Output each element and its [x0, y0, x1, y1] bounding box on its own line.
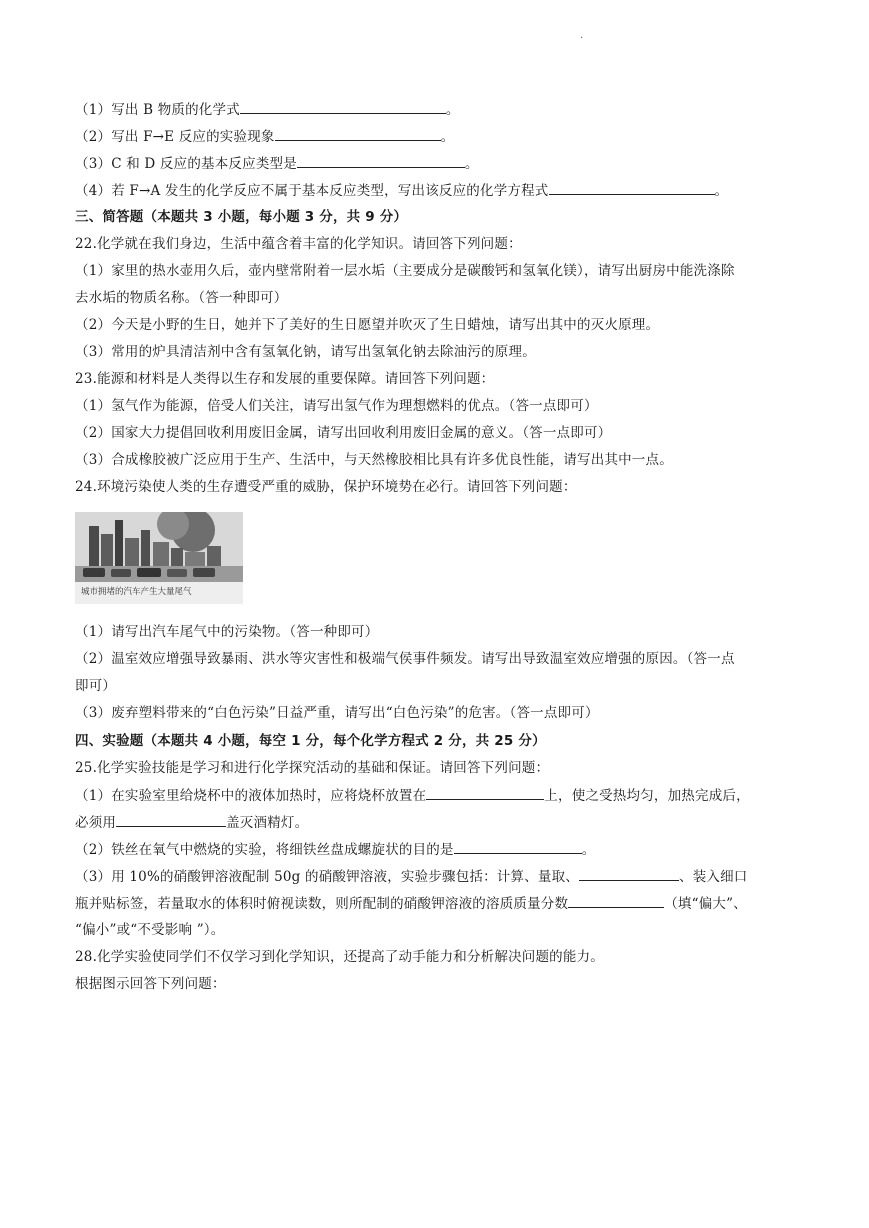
- answer-blank[interactable]: [116, 812, 226, 827]
- q25-part3-line3: “偏小”或“不受影响 ”）。: [75, 922, 225, 938]
- header-dot: .: [580, 30, 584, 41]
- q22-part2: （2）今天是小野的生日，她并下了美好的生日愿望并吹灭了生日蜡烛，请写出其中的灭火原理。: [75, 317, 660, 333]
- section4-title: 四、实验题（本题共 4 小题，每空 1 分，每个化学方程式 2 分，共 25 分）: [75, 733, 546, 749]
- q21-part1-end: 。: [445, 102, 460, 118]
- q25-part3-post: 、装入细口: [679, 869, 748, 885]
- q21-part2-end: 。: [440, 129, 455, 145]
- q25-stem: 25.化学实验技能是学习和进行化学探究活动的基础和保证。请回答下列问题：: [75, 760, 550, 776]
- q24-part2-line1: （2）温室效应增强导致暴雨、洪水等灾害性和极端气侯事件频发。请写出导致温室效应增强的原因。（答一点: [75, 651, 735, 667]
- q25-part1b-pre: 必须用: [75, 815, 117, 831]
- q28-stem: 28.化学实验使同学们不仅学习到化学知识，还提高了动手能力和分析解决问题的能力。: [75, 949, 604, 965]
- q24-stem: 24.环境污染使人类的生存遭受严重的威胁，保护环境势在必行。请回答下列问题：: [75, 479, 577, 495]
- q21-part4-text: （4）若 F→A 发生的化学反应不属于基本反应类型，写出该反应的化学方程式: [75, 183, 549, 199]
- q21-part4: [75, 180, 728, 201]
- q28-intro: 根据图示回答下列问题：: [75, 976, 226, 992]
- q21-part3: [75, 153, 479, 174]
- q22-part3: （3）常用的炉具清洁剂中含有氢氧化钠，请写出氢氧化钠去除油污的原理。: [75, 344, 536, 360]
- q21-part4-end: 。: [714, 183, 729, 199]
- q21-part1: [75, 99, 460, 120]
- q25-part2-post: 。: [581, 842, 596, 858]
- answer-blank[interactable]: [579, 866, 679, 881]
- q25-part2: [75, 839, 595, 860]
- q21-part3-text: （3）C 和 D 反应的基本反应类型是: [75, 156, 297, 172]
- q25-part1-pre: （1）在实验室里给烧杯中的液体加热时，应将烧杯放置在: [75, 788, 427, 804]
- q25-part3b-pre: 瓶并贴标签，若量取水的体积时俯视读数，则所配制的硝酸钾溶液的溶质质量分数: [75, 896, 569, 912]
- q22-stem: 22.化学就在我们身边，生活中蕴含着丰富的化学知识。请回答下列问题：: [75, 236, 522, 252]
- q21-part2-text: （2）写出 F→E 反应的实验现象: [75, 129, 275, 145]
- q23-stem: 23.能源和材料是人类得以生存和发展的重要保障。请回答下列问题：: [75, 371, 495, 387]
- q24-part2-line2: 即可）: [75, 678, 117, 694]
- q23-part1: （1）氢气作为能源，倍受人们关注，请写出氢气作为理想燃料的优点。（答一点即可）: [75, 398, 598, 414]
- q25-part1-line2: [75, 812, 308, 833]
- q21-part3-end: 。: [464, 156, 479, 172]
- q25-part2-pre: （2）铁丝在氧气中燃烧的实验，将细铁丝盘成螺旋状的目的是: [75, 842, 454, 858]
- q25-part3-line2: [75, 893, 747, 914]
- q24-part3: （3）废弃塑料带来的“白色污染”日益严重，请写出“白色污染”的危害。（答一点即可）: [75, 705, 599, 721]
- q23-part3: （3）合成橡胶被广泛应用于生产、生活中，与天然橡胶相比具有许多优良性能，请写出其中一点。: [75, 452, 673, 468]
- answer-blank[interactable]: [454, 839, 582, 854]
- q25-part1-post: 上，使之受热均匀，加热完成后，: [544, 788, 750, 804]
- q24-part1: （1）请写出汽车尾气中的污染物。（答一种即可）: [75, 624, 379, 640]
- q21-part2: [75, 126, 454, 147]
- answer-blank[interactable]: [240, 99, 446, 114]
- answer-blank[interactable]: [568, 893, 664, 908]
- q22-part1-line2: 去水垢的物质名称。（答一种即可）: [75, 290, 288, 306]
- answer-blank[interactable]: [426, 785, 544, 800]
- answer-blank[interactable]: [549, 180, 715, 195]
- figure-caption: 城市拥堵的汽车产生大量尾气: [81, 587, 192, 597]
- answer-blank[interactable]: [275, 126, 441, 141]
- q25-part3-line1: [75, 866, 748, 887]
- q25-part3b-post: （填“偏大”、: [664, 896, 747, 912]
- answer-blank[interactable]: [297, 153, 465, 168]
- q23-part2: （2）国家大力提倡回收利用废旧金属，请写出回收利用废旧金属的意义。（答一点即可）: [75, 425, 612, 441]
- q25-part1-line1: [75, 785, 750, 806]
- traffic-exhaust-photo: [75, 512, 243, 604]
- q25-part3-pre: （3）用 10%的硝酸钾溶液配制 50g 的硝酸钾溶液，实验步骤包括：计算、量取、: [75, 869, 579, 885]
- q25-part1b-post: 盖灭酒精灯。: [226, 815, 309, 831]
- q21-part1-text: （1）写出 B 物质的化学式: [75, 102, 240, 118]
- q22-part1-line1: （1）家里的热水壶用久后，壶内壁常附着一层水垢（主要成分是碳酸钙和氢氧化镁），请写出厨房中能洗涤除: [75, 263, 735, 279]
- section3-title: 三、简答题（本题共 3 小题，每小题 3 分，共 9 分）: [75, 209, 408, 225]
